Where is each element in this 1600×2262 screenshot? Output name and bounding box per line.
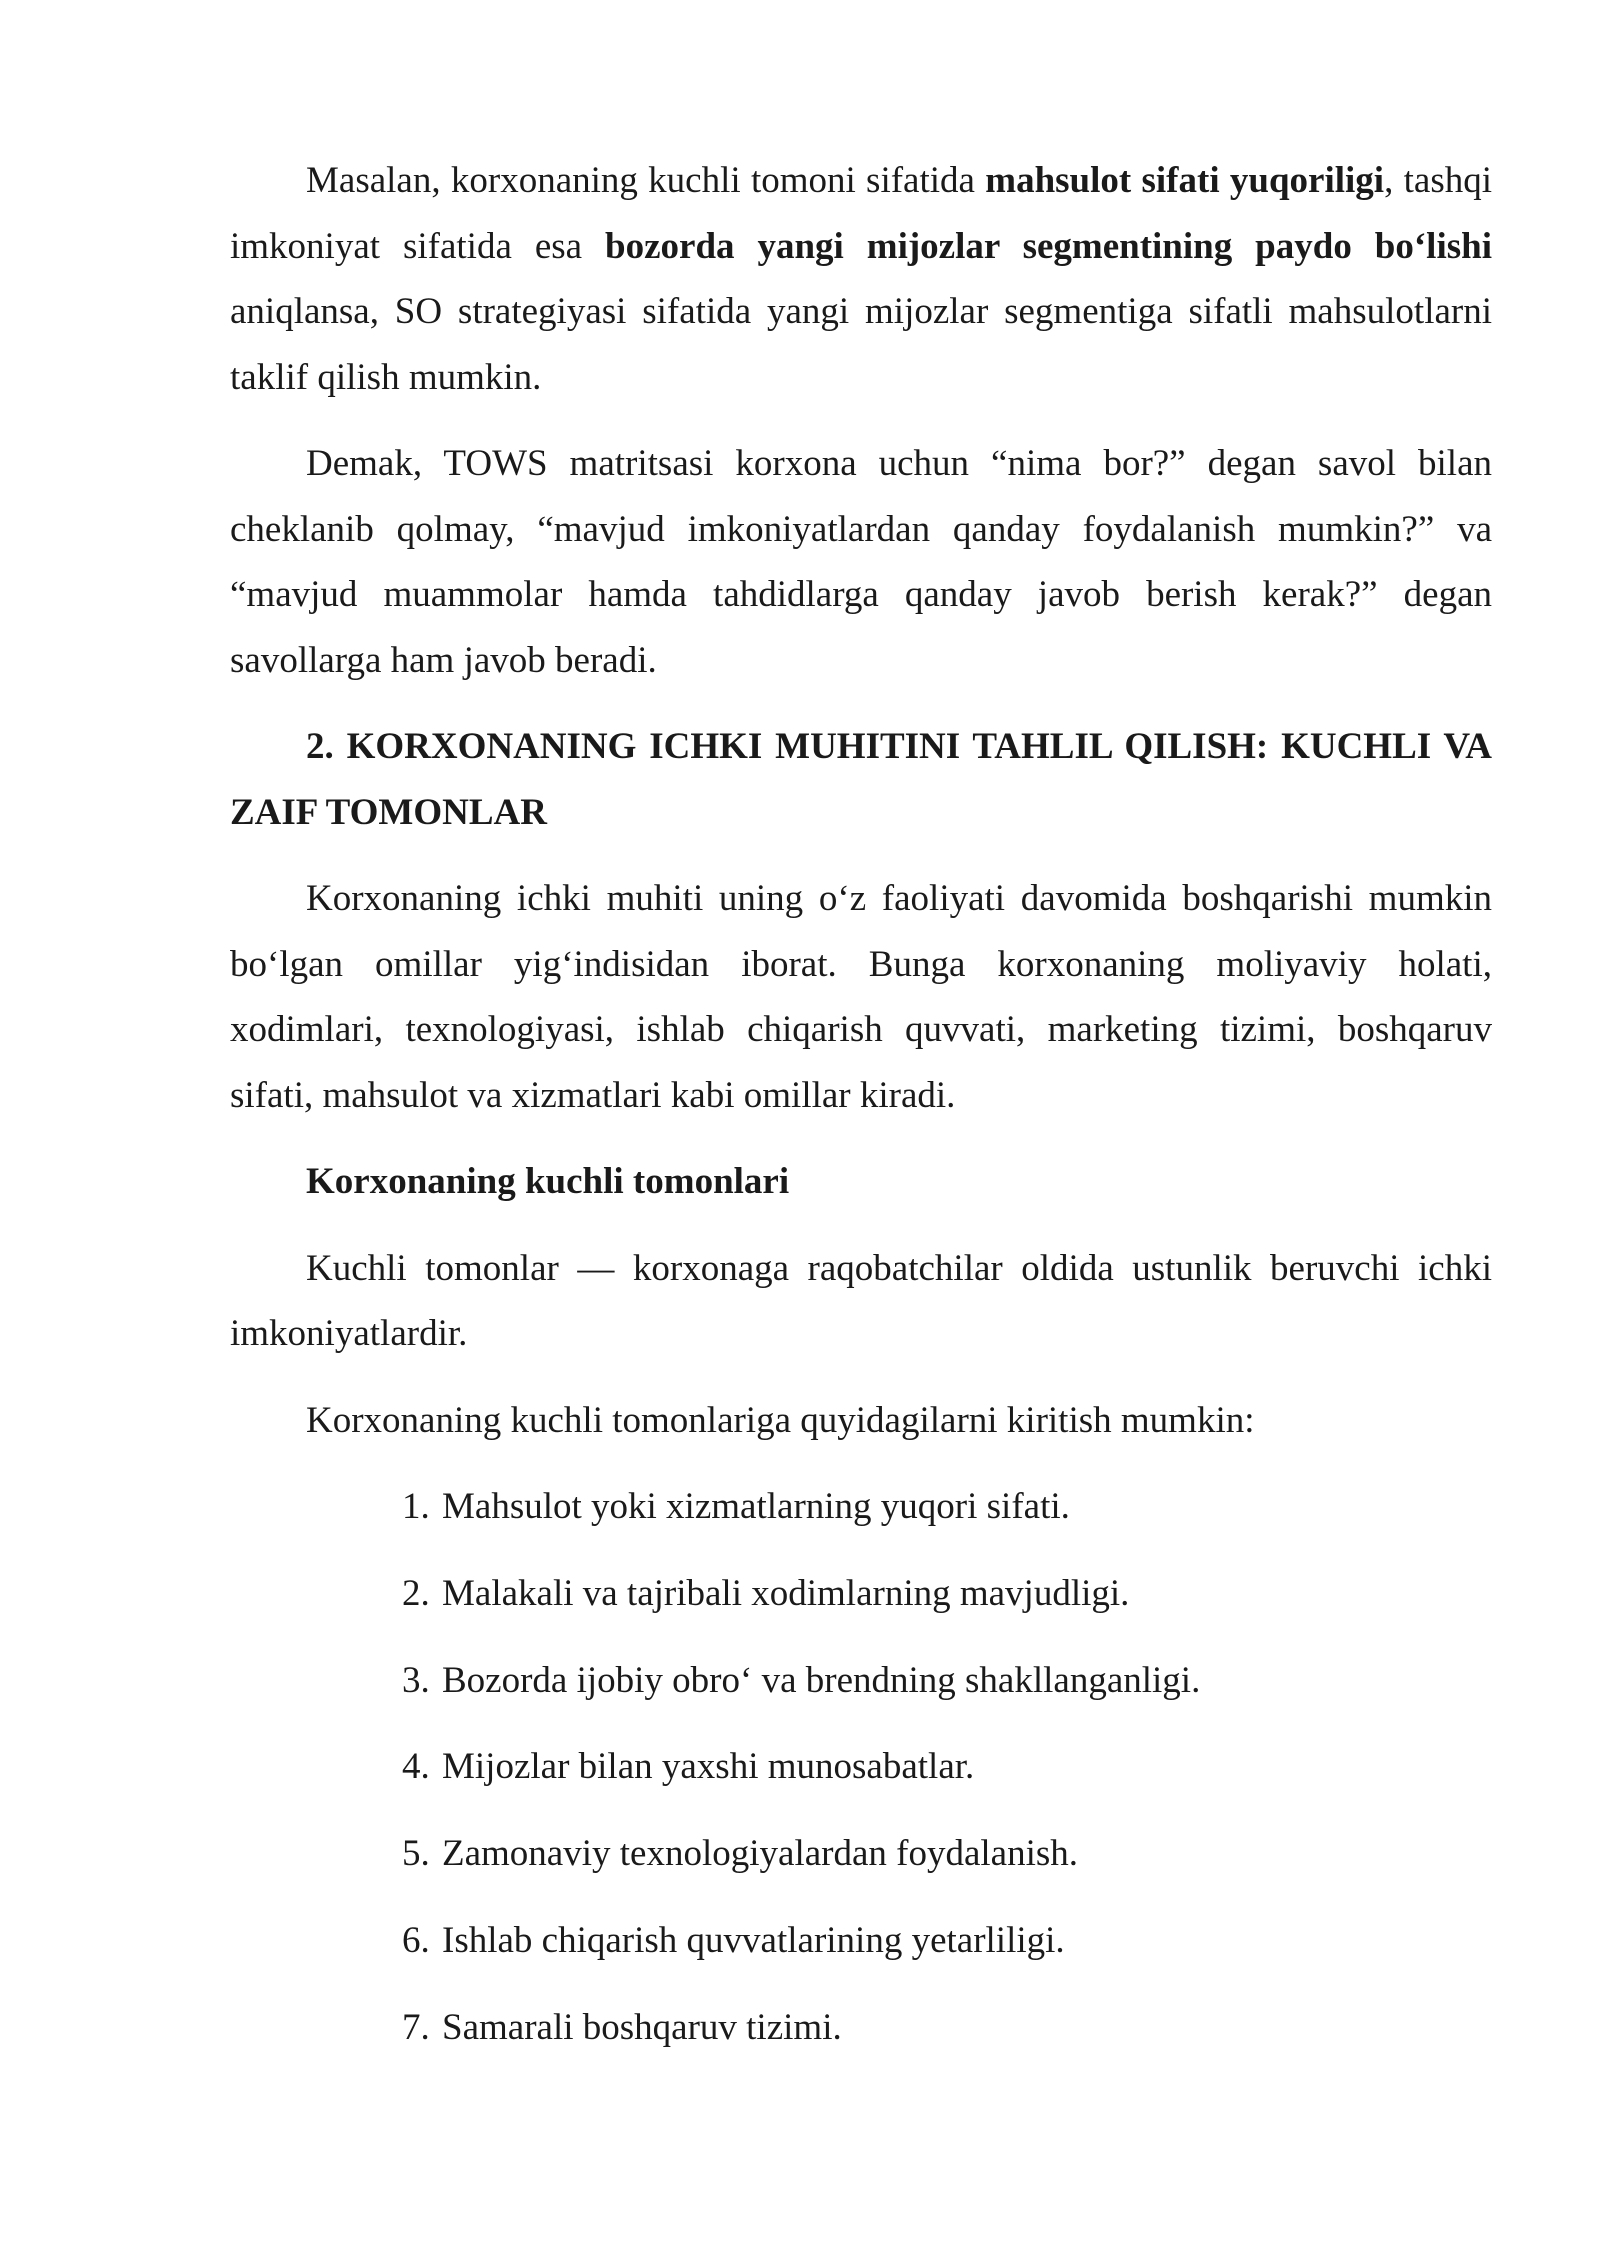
paragraph-tows-summary: Demak, TOWS matritsasi korxona uchun “nima bor?” degan savol bilan cheklanib qolmay, “mavjud imkoniyatlardan qanday foydalanish mumkin?” va “mavjud muammolar hamda tahdidlarga qanday javob berish kerak?” degan savollarga ham javob beradi. xyxy=(230,443,1492,681)
list-item xyxy=(230,1474,1492,1540)
list-item-number: 7. xyxy=(402,2006,430,2048)
list-item xyxy=(230,1561,1492,1627)
list-item xyxy=(230,1821,1492,1887)
list-item-text: Mijozlar bilan yaxshi munosabatlar. xyxy=(442,1746,975,1788)
subheading-strengths: Korxonaning kuchli tomonlari xyxy=(306,1161,790,1202)
bold-phrase: mahsulot sifati yuqoriligi xyxy=(985,160,1385,201)
list-item-number: 3. xyxy=(402,1659,430,1701)
text-span: aniqlansa, SO strategiyasi sifatida yangi mijozlar segmentiga sifatli mahsulotlarni taklif qilish mumkin. xyxy=(230,291,1492,398)
paragraph-so-strategy-example xyxy=(230,148,1492,410)
list-item-number: 5. xyxy=(402,1833,430,1875)
list-item-number: 4. xyxy=(402,1746,430,1788)
list-item xyxy=(230,1734,1492,1800)
list-item-text: Ishlab chiqarish quvvatlarining yetarliligi. xyxy=(442,1919,1065,1961)
section-heading: 2. KORXONANING ICHKI MUHITINI TAHLIL QILISH: KUCHLI VA ZAIF TOMONLAR xyxy=(230,726,1492,833)
list-item xyxy=(230,1648,1492,1714)
paragraph-strengths-definition: Kuchli tomonlar — korxonaga raqobatchilar oldida ustunlik beruvchi ichki imkoniyatlardir. xyxy=(230,1247,1492,1354)
list-item-text: Samarali boshqaruv tizimi. xyxy=(442,2006,842,2048)
text-span: Masalan, korxonaning kuchli tomoni sifatida xyxy=(306,160,986,201)
list-item-number: 2. xyxy=(402,1572,430,1614)
list-item-text: Bozorda ijobiy obro‘ va brendning shakllanganligi. xyxy=(442,1659,1201,1701)
document-page xyxy=(230,148,1492,2082)
bold-phrase: bozorda yangi mijozlar segmentining paydo bo‘lishi xyxy=(605,225,1492,267)
list-item-number: 6. xyxy=(402,1919,430,1961)
paragraph-internal-environment: Korxonaning ichki muhiti uning o‘z faoliyati davomida boshqarishi mumkin bo‘lgan omillar yig‘indisidan iborat. Bunga korxonaning moliyaviy holati, xodimlari, texnologiyasi, ishlab chiqarish quvvati, marketing tizimi, boshqaruv sifati, mahsulot va xizmatlari kabi omillar kiradi. xyxy=(230,878,1492,1116)
list-item-number: 1. xyxy=(402,1486,430,1527)
list-item-text: Malakali va tajribali xodimlarning mavjudligi. xyxy=(442,1572,1130,1614)
list-item-text: Mahsulot yoki xizmatlarning yuqori sifati. xyxy=(442,1486,1070,1527)
list-item xyxy=(230,1908,1492,1974)
text-span: , tashqi imkoniyat sifatida esa xyxy=(230,160,1493,267)
paragraph-strengths-intro: Korxonaning kuchli tomonlariga quyidagilarni kiritish mumkin: xyxy=(306,1399,1255,1441)
list-item xyxy=(230,1995,1492,2061)
strengths-list xyxy=(230,1474,1492,2060)
list-item-text: Zamonaviy texnologiyalardan foydalanish. xyxy=(442,1833,1079,1875)
